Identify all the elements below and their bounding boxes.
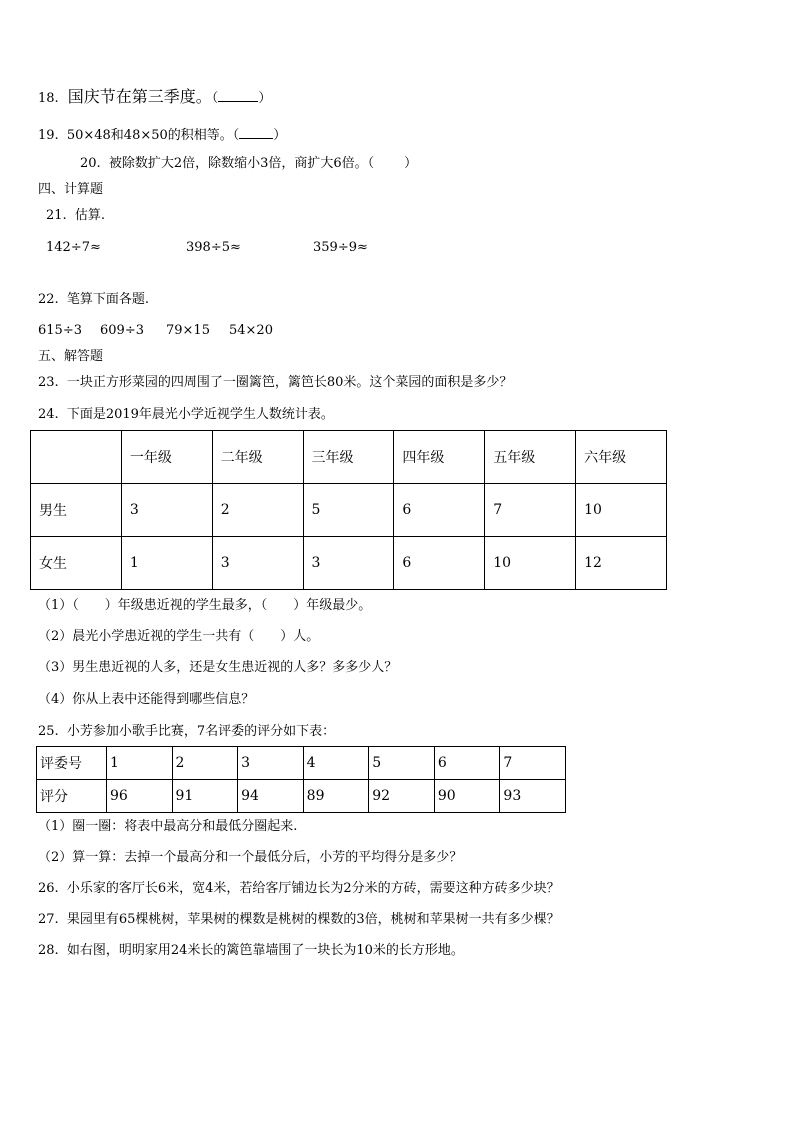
q24-sub-4: （4）你从上表中还能得到哪些信息？ [38,692,255,707]
table-cell: 93 [500,780,566,813]
table-cell: 3 [212,537,303,590]
question-text: 下面是2019年晨光小学近视学生人数统计表。 [66,407,334,422]
table-cell: 94 [238,780,304,813]
question-21 [46,209,105,222]
table-cell: 6 [434,747,500,780]
table-cell: 1 [106,747,172,780]
table-header-row [31,431,667,484]
table-header-cell [31,431,122,484]
question-text: 50×48和48×50的积相等。（ [66,128,240,143]
table-cell: 3 [121,484,212,537]
table-cell: 5 [303,484,394,537]
calc-item: 609÷3 [100,323,144,338]
question-number: 20. [80,156,101,171]
question-number: 18. [38,91,59,106]
question-number: 24. [38,407,59,422]
table-header-cell: 二年级 [212,431,303,484]
question-text: 小芳参加小歌手比赛，7名评委的评分如下表： [66,724,336,739]
myopia-stats-table [30,430,667,590]
question-25 [38,725,335,738]
question-19 [38,126,286,142]
question-22 [38,293,149,306]
table-header-cell: 六年级 [576,431,667,484]
question-27 [38,913,560,926]
question-number: 28. [38,943,59,958]
table-cell: 1 [121,537,212,590]
question-text: 被除数扩大2倍，除数缩小3倍，商扩大6倍。（ [108,156,375,171]
table-cell: 3 [303,537,394,590]
question-text: 国庆节在第三季度。 [67,87,212,106]
section-4-heading: 四、计算题 [38,182,104,197]
question-18 [38,89,271,105]
table-row [37,780,566,813]
question-28 [38,944,464,957]
table-row-label: 女生 [31,537,122,590]
table-cell: 10 [576,484,667,537]
question-23 [38,376,512,389]
table-cell: 2 [172,747,238,780]
table-row-label: 评分 [37,780,107,813]
section-5-heading: 五、解答题 [38,349,104,364]
question-text: 一块正方形菜园的四周围了一圈篱笆，篱笆长80米。这个菜园的面积是多少？ [66,375,513,390]
table-row [31,537,667,590]
question-number: 22. [38,292,59,307]
estimate-item: 398÷5≈ [186,240,241,255]
question-number: 23. [38,375,59,390]
answer-blank[interactable] [239,126,273,139]
question-text: 如右图，明明家用24米长的篱笆靠墙围了一块长为10米的长方形地。 [66,943,464,958]
paren-close: ） [258,91,272,106]
answer-blank[interactable] [218,89,258,102]
table-cell: 6 [394,537,485,590]
calc-item: 615÷3 [38,323,82,338]
question-number: 25. [38,724,59,739]
table-cell: 2 [212,484,303,537]
q24-sub-1: （1）（ ）年级患近视的学生最多，（ ）年级最少。 [38,598,372,613]
paren-open: （ [211,91,219,106]
question-text: 笔算下面各题. [66,292,149,307]
calc-item: 79×15 [166,323,210,338]
q25-sub-2: （2）算一算：去掉一个最高分和一个最低分后，小芳的平均得分是多少？ [38,850,463,865]
paren-close: ） [404,156,418,171]
table-cell: 6 [394,484,485,537]
table-cell: 12 [576,537,667,590]
table-header-cell: 四年级 [394,431,485,484]
question-text: 小乐家的客厅长6米，宽4米，若给客厅铺边长为2分米的方砖，需要这种方砖多少块？ [66,881,560,896]
q24-sub-3: （3）男生患近视的人多，还是女生患近视的人多？多多少人？ [38,660,398,675]
table-row-label: 男生 [31,484,122,537]
question-26 [38,882,560,895]
question-text: 估算. [74,208,105,223]
estimate-item: 359÷9≈ [313,240,368,255]
question-text: 果园里有65棵桃树，苹果树的棵数是桃树的棵数的3倍，桃树和苹果树一共有多少棵？ [66,912,560,927]
judge-score-table [36,746,566,813]
table-cell: 3 [238,747,304,780]
question-number: 27. [38,912,59,927]
q25-sub-1: （1）圈一圈：将表中最高分和最低分圈起来. [38,819,298,834]
question-number: 21. [46,208,67,223]
table-cell: 5 [369,747,435,780]
table-cell: 89 [303,780,369,813]
table-cell: 7 [500,747,566,780]
table-header-cell: 五年级 [485,431,576,484]
q24-sub-2: （2）晨光小学患近视的学生一共有（ ）人。 [38,629,320,644]
table-cell: 96 [106,780,172,813]
table-row [37,747,566,780]
table-cell: 91 [172,780,238,813]
table-row [31,484,667,537]
table-cell: 4 [303,747,369,780]
paren-close: ） [273,128,287,143]
table-cell: 7 [485,484,576,537]
question-number: 26. [38,881,59,896]
calc-item: 54×20 [229,323,273,338]
estimate-item: 142÷7≈ [46,240,101,255]
question-number: 19. [38,128,59,143]
table-cell: 90 [434,780,500,813]
table-header-cell: 一年级 [121,431,212,484]
table-cell: 92 [369,780,435,813]
table-header-cell: 三年级 [303,431,394,484]
question-24 [38,408,334,421]
table-row-label: 评委号 [37,747,107,780]
question-20 [80,157,417,170]
table-cell: 10 [485,537,576,590]
